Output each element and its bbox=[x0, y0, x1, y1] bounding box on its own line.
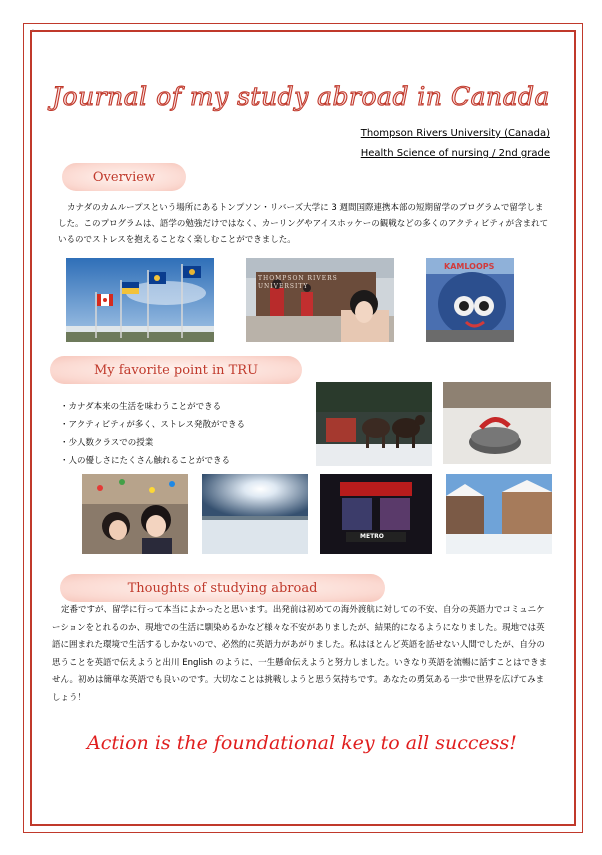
arena-sign-text: METRO bbox=[360, 533, 384, 540]
overview-heading bbox=[62, 163, 186, 191]
list-item: ・少人数クラスでの授業 bbox=[60, 438, 154, 448]
photo-sleigh bbox=[316, 382, 432, 466]
slogan: Action is the foundational key to all success! bbox=[87, 732, 517, 754]
corner-mark: ' bbox=[32, 28, 34, 36]
sleigh-illustration bbox=[316, 382, 432, 466]
overview-heading-text: Overview bbox=[92, 169, 156, 185]
curling-stone-illustration bbox=[443, 382, 551, 464]
climbing-selfie-illustration bbox=[82, 474, 188, 554]
snow-field-illustration bbox=[202, 474, 308, 554]
photo-mural bbox=[426, 258, 514, 342]
photo-curling-stone bbox=[443, 382, 551, 464]
thoughts-heading bbox=[60, 574, 385, 602]
campus-sign-illustration bbox=[246, 258, 394, 342]
photo-flags bbox=[66, 258, 214, 342]
list-item: ・アクティビティが多く、ストレス発散ができる bbox=[60, 420, 245, 430]
ski-village-illustration bbox=[446, 474, 552, 554]
page-title: Journal of my study abroad in Canada bbox=[52, 82, 550, 111]
photo-hockey-arena bbox=[320, 474, 432, 554]
mural-text: KAMLOOPS bbox=[444, 262, 495, 271]
hockey-arena-illustration bbox=[320, 474, 432, 554]
overview-paragraph: カナダのカムループスという場所にあるトンプソン・リバーズ大学に 3 週間国際連携本部の短期留学のプログラムで留学しました。このプログラムは、語学の勉強だけではなく、カーリングやアイスホッケーの観戦などの多くのアクティビティが含まれているのでストレスを抱えることなく楽しむことができました。 bbox=[58, 203, 549, 245]
list-item: ・カナダ本来の生活を味わうことができる bbox=[60, 402, 222, 412]
favorite-heading bbox=[50, 356, 302, 384]
course-name: Health Science of nursing / 2nd grade bbox=[360, 148, 550, 159]
photo-climbing-selfie bbox=[82, 474, 188, 554]
favorite-heading-text: My favorite point in TRU bbox=[93, 362, 259, 378]
photo-ski-village bbox=[446, 474, 552, 554]
flags-illustration bbox=[66, 258, 214, 342]
campus-sign-text: THOMPSON RIVERS UNIVERSITY bbox=[258, 275, 338, 290]
university-name: Thompson Rivers University (Canada) bbox=[360, 128, 550, 139]
photo-snow-field bbox=[202, 474, 308, 554]
favorite-bullet-list bbox=[60, 398, 310, 470]
list-item: ・人の優しさにたくさん触れることができる bbox=[60, 456, 231, 466]
thoughts-heading-text: Thoughts of studying abroad bbox=[127, 580, 318, 596]
photo-campus-sign bbox=[246, 258, 394, 342]
thoughts-paragraph: 定番ですが、留学に行って本当によかったと思います。出発前は初めての海外渡航に対しての不安、自分の英語力でコミュニケーションをとれるのか、現地での生活に馴染めるかなど様々な不安がありましたが、結果的になるようになりました。現地では英語に囲まれた環境で生活するしかないので、必然的に英語力があがりました。私はほとんど英語を話せない人間でしたが、自分の思うことを英語で伝えようと出川 English のように、一生懸命伝えようと努力しました。いきなり英語を流暢に話すことはできません。初めは簡単な英語でも良いのです。大切なことは挑戦しようと思う気持ちです。あなたの勇気ある一歩で世界を広げてみましょう！ bbox=[52, 605, 548, 703]
